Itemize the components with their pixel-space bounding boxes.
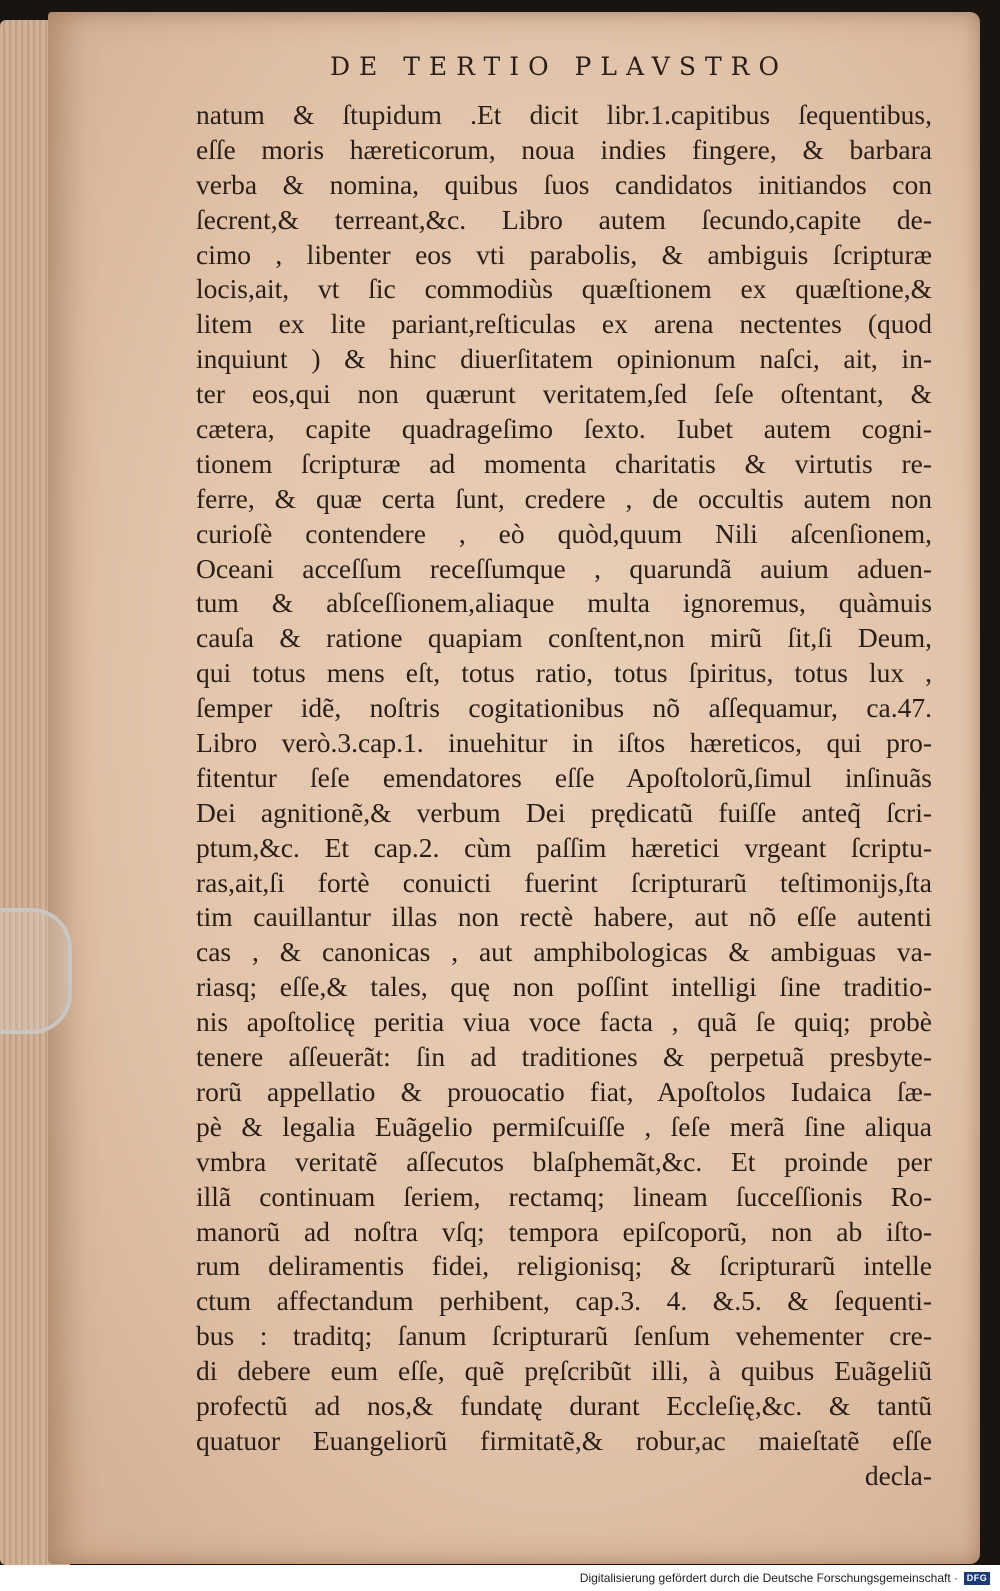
text-line: nis apoſtolicę peritia viua voce facta , quã ſe quiq; probè [196,1006,932,1038]
text-line: inquiunt ) & hinc diuerſitatem opinionum naſci, ait, in- [196,343,932,375]
text-line: cætera, capite quadrageſimo ſexto. Iubet autem cogni- [196,413,932,445]
text-line: ter eos,qui non quærunt veritatem,ſed ſeſe oſtentant, & [196,378,932,410]
text-line: illã continuam ſeriem, rectamq; lineam ſucceſſionis Ro- [196,1180,932,1212]
book-clasp [0,908,72,1034]
text-line: ferre, & quæ certa ſunt, credere , de occultis autem non [196,482,932,514]
text-line: vmbra veritatẽ aſſecutos blaſphemãt,&c. Et proinde per [196,1145,932,1177]
text-line: verba & nomina, quibus ſuos candidatos initiandos con [196,168,932,200]
text-line: cauſa & ratione quapiam conſtent,non mirũ ſit,ſi Deum, [196,622,932,654]
text-line: Dei agnitionẽ,& verbum Dei prędicatũ fuiſſe anteq̃ ſcri- [196,796,932,828]
text-line: ctum affectandum perhibent, cap.3. 4. &.5. & ſequenti- [196,1285,932,1317]
text-line: tenere aſſeuerãt: ſin ad traditiones & perpetuã presbyte- [196,1041,932,1073]
text-line: decla- [864,1459,932,1491]
text-line: fitentur ſeſe emendatores eſſe Apoſtolorũ,ſimul inſinuãs [196,761,932,793]
text-line: pè & legalia Euãgelio permiſcuiſſe , ſeſe merã ſine aliqua [196,1110,932,1142]
text-line: ſemper idẽ, noſtris cogitationibus nõ aſſequamur, ca.47. [196,692,932,724]
text-line: di debere eum eſſe, quẽ pręſcribũt illi, à quibus Euãgeliũ [196,1355,932,1387]
text-line: cas , & canonicas , aut amphibologicas & ambiguas va- [196,936,932,968]
text-line: curioſè contendere , eò quòd,quum Nili aſcenſionem, [196,517,932,549]
text-line: rorũ appellatio & prouocatio fiat, Apoſtolos Iudaica ſæ- [196,1075,932,1107]
text-line: qui totus mens eſt, totus ratio, totus ſpiritus, totus lux , [196,657,932,689]
dfg-logo: DFG [964,1572,990,1585]
text-line: ſecrent,& terreant,&c. Libro autem ſecundo,capite de- [196,203,932,235]
text-line: litem ex lite pariant,reſticulas ex arena nectentes (quod [196,308,932,340]
text-line: Libro verò.3.cap.1. inuehitur in iſtos hæreticos, qui pro- [196,727,932,759]
text-line: bus : traditq; ſanum ſcripturarũ ſenſum vehementer cre- [196,1320,932,1352]
body-text [196,98,932,1494]
text-line: natum & ſtupidum .Et dicit libr.1.capitibus ſequentibus, [196,99,932,130]
text-line: manorũ ad noſtra vſq; tempora epiſcoporũ, non ab iſto- [196,1215,932,1247]
text-line: Oceani acceſſum receſſumque , quarundã auium aduen- [196,552,932,584]
text-line: quatuor Euangeliorũ firmitatẽ,& robur,ac maieſtatẽ eſſe [196,1424,932,1456]
text-line: eſſe moris hæreticorum, noua indies fingere, & barbara [196,133,932,165]
text-line: profectũ ad nos,& fundatę durant Eccleſię,&c. & tantũ [196,1389,932,1421]
text-line: tim cauillantur illas non rectè habere, aut nõ eſſe autenti [196,901,932,933]
text-line: tum & abſceſſionem,aliaque multa ignoremus, quàmuis [196,587,932,619]
footer-bar [0,1565,1000,1591]
text-line: ras,ait,ſi fortè conuicti fuerint ſcripturarũ teſtimonijs,ſta [196,866,932,898]
footer-credit: Digitalisierung gefördert durch die Deutsche Forschungsgemeinschaft · [579,1571,958,1585]
text-line: tionem ſcripturæ ad momenta charitatis & virtutis re- [196,447,932,479]
text-line: ptum,&c. Et cap.2. cùm paſſim hæretici vrgeant ſcriptu- [196,831,932,863]
text-line: cimo , libenter eos vti parabolis, & ambiguis ſcripturæ [196,238,932,270]
text-line: rum deliramentis fidei, religionisq; & ſcripturarũ intelle [196,1250,932,1282]
text-line: locis,ait, vt ſic commodiùs quæſtionem ex quæſtione,& [196,273,932,305]
running-head: DE TERTIO PLAVSTRO [330,52,788,81]
text-line: riasq; eſſe,& tales, quę non poſſint intelligi ſine traditio- [196,971,932,1003]
